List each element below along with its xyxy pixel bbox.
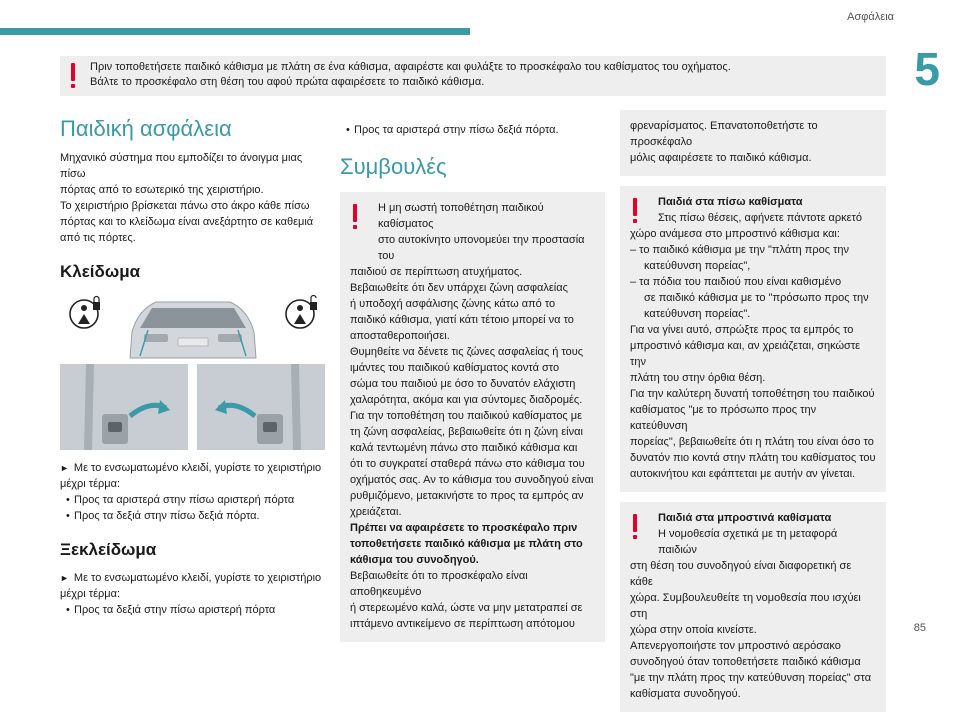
top-warning-box — [60, 56, 886, 96]
rear-line: Για την καλύτερη δυνατή τοποθέτηση του παιδικού — [630, 388, 875, 400]
advice-line: καλά τεντωμένη πάνω στο παιδικό κάθισμα και — [350, 442, 578, 454]
step-line: μέχρι τέρμα: — [60, 478, 121, 490]
step-text: Με το ενσωματωμένο κλειδί, γυρίστε το χειριστήριο — [73, 462, 322, 474]
door-lock-detail-left — [60, 364, 188, 450]
warning-exclamation-icon — [632, 514, 638, 540]
advice-box — [340, 192, 605, 642]
advice-line: σώμα του παιδιού με όσο το δυνατόν ελάχιστη — [350, 378, 576, 390]
advice-bold-line: κάθισμα του συνοδηγού. — [350, 554, 479, 566]
advice-bold-line: Πρέπει να αφαιρέσετε το προσκέφαλο πριν — [350, 522, 578, 534]
advice-line: παιδιού σε περίπτωση ατυχήματος. — [350, 266, 523, 278]
front-line: χώρα στην οποία κινείστε. — [630, 624, 757, 636]
rear-line: κατεύθυνση πορείας", — [644, 260, 751, 272]
lock-bullet: • Προς τα δεξιά στην πίσω δεξιά πόρτα. — [60, 508, 325, 524]
advice-line: ότι το συγκρατεί σταθερά πάνω στο κάθισμα του — [350, 458, 585, 470]
warning-exclamation-icon — [352, 204, 358, 230]
intro-line: από τις πόρτες. — [60, 232, 136, 244]
rear-line: καθίσματος "με το πρόσωπο προς την κατεύθυνση — [630, 404, 817, 432]
front-line: Η νομοθεσία σχετικά με τη μεταφορά παιδιών — [658, 528, 838, 556]
front-seats-box — [620, 502, 886, 712]
advice-line: Θυμηθείτε να δένετε τις ζώνες ασφαλείας ή τους — [350, 346, 584, 358]
lock-bullet: • Προς τα αριστερά στην πίσω αριστερή πόρτα — [60, 492, 325, 508]
rear-line: πορείας", βεβαιωθείτε ότι η πλάτη του είναι όσο το — [630, 436, 874, 448]
advice-line: ή υποδοχή ασφάλισης ζώνης κάτω από το — [350, 298, 556, 310]
header-accent-bar — [0, 28, 470, 35]
front-line: Απενεργοποιήστε τον μπροστινό αερόσακο — [630, 640, 841, 652]
continued-box — [620, 110, 886, 176]
rear-line: κατεύθυνση πορείας". — [644, 308, 751, 320]
advice-line: ή στερεωμένο καλά, ώστε να μην μετατραπεί σε — [350, 602, 583, 614]
advice-line: Βεβαιωθείτε ότι το προσκέφαλο είναι αποθηκευμένο — [350, 570, 528, 598]
unlock-heading: Ξεκλείδωμα — [60, 540, 157, 559]
child-lock-title: Παιδική ασφάλεια — [60, 116, 232, 141]
unlock-bullet: • Προς τα αριστερά στην πίσω δεξιά πόρτα. — [340, 122, 605, 138]
child-lock-icon — [70, 297, 100, 329]
step-line — [60, 570, 325, 586]
advice-line: Η μη σωστή τοποθέτηση παιδικού καθίσματος — [378, 202, 544, 230]
intro-line: πόρτας και το κλείδωμα είναι ανεξάρτητο σε καθεμιά — [60, 216, 314, 228]
column-2 — [340, 110, 605, 642]
advice-line: Για την τοποθέτηση του παιδικού καθίσματος με — [350, 410, 583, 422]
advice-line: ιμάντες του παιδικού καθίσματος κοντά στο — [350, 362, 560, 374]
advice-line: χρειάζεται. — [350, 506, 402, 518]
advice-line: στο αυτοκίνητο υπονομεύει την προστασία του — [378, 234, 585, 262]
intro-line: Το χειριστήριο βρίσκεται πάνω στο άκρο κάθε πίσω — [60, 200, 310, 212]
rear-line: δυνατόν πιο κοντά στην πλάτη του καθίσματος του — [630, 452, 876, 464]
rear-seats-box — [620, 186, 886, 492]
rear-line: πλάτη του στην όρθια θέση. — [630, 372, 766, 384]
front-line: καθίσματα συνοδηγού. — [630, 688, 741, 700]
advice-bold-line: τοποθετήσετε παιδικό κάθισμα με πλάτη στο — [350, 538, 583, 550]
advice-line: χαλαρότητα, ακόμα και για σύντομες διαδρομές. — [350, 394, 583, 406]
warning-exclamation-icon — [70, 63, 76, 89]
front-line: συνοδηγού όταν τοποθετήσετε παιδικό κάθισμα — [630, 656, 861, 668]
child-unlock-icon — [286, 296, 317, 329]
continued-line: φρεναρίσματος. Επανατοποθετήστε το προσκέφαλο — [630, 120, 818, 148]
play-arrow-icon: ► — [60, 573, 69, 583]
advice-title: Συμβουλές — [340, 154, 447, 179]
step-text: Με το ενσωματωμένο κλειδί, γυρίστε το χειριστήριο — [73, 572, 322, 584]
rear-line: σε παιδικό κάθισμα με το "πρόσωπο προς την — [644, 292, 869, 304]
rear-line: μπροστινό κάθισμα και, αν χρειάζεται, σηκώστε την — [630, 340, 861, 368]
warning-line-2: Βάλτε το προσκέφαλο στη θέση του αφού πρώτα αφαιρέσετε το παιδικό κάθισμα. — [90, 76, 485, 88]
step-line: μέχρι τέρμα: — [60, 588, 121, 600]
unlock-step — [60, 570, 325, 602]
front-line: στη θέση του συνοδηγού είναι διαφορετική σε κάθε — [630, 560, 852, 588]
rear-line: Για να γίνει αυτό, σπρώξτε προς τα εμπρός το — [630, 324, 854, 336]
advice-line: Βεβαιωθείτε ότι δεν υπάρχει ζώνη ασφαλείας — [350, 282, 568, 294]
chapter-number: 5 — [914, 43, 940, 95]
rear-line: αυτοκινήτου και εφάπτεται με αυτήν αν γίνεται. — [630, 468, 856, 480]
advice-line: παιδικό κάθισμα, γιατί κάτι τέτοιο μπορεί να το — [350, 314, 574, 326]
advice-line: οχήματός σας. Αν το κάθισμα του συνοδηγού είναι — [350, 474, 594, 486]
child-lock-figure — [60, 292, 325, 450]
unlock-bullet: • Προς τα δεξιά στην πίσω αριστερή πόρτα — [60, 602, 325, 618]
continued-line: μόλις αφαιρέσετε το παιδικό κάθισμα. — [630, 152, 812, 164]
front-line: "με την πλάτη προς την κατεύθυνση πορείας" στα — [630, 672, 872, 684]
step-line — [60, 460, 325, 476]
warning-line-1: Πριν τοποθετήσετε παιδικό κάθισμα με πλάτη σε ένα κάθισμα, αφαιρέστε και φυλάξτε το προσκέφαλο του καθίσματος του οχήματος. — [90, 61, 731, 73]
intro-line: Μηχανικό σύστημα που εμποδίζει το άνοιγμα μιας πίσω — [60, 152, 303, 180]
column-3 — [620, 110, 886, 712]
intro-line: πόρτας από το εσωτερικό της χειριστήριο. — [60, 184, 264, 196]
car-rear-image — [60, 292, 325, 360]
column-1 — [60, 110, 325, 618]
lock-heading: Κλείδωμα — [60, 262, 141, 281]
advice-line: ιπτάμενο αντικείμενο σε περίπτωση απότομου — [350, 618, 575, 630]
section-label: Ασφάλεια — [847, 11, 894, 23]
warning-exclamation-icon — [632, 198, 638, 224]
rear-line: – το παιδικό κάθισμα με την "πλάτη προς την — [630, 244, 850, 256]
rear-seats-title: Παιδιά στα πίσω καθίσματα — [658, 196, 803, 208]
child-lock-intro — [60, 150, 325, 246]
rear-line: Στις πίσω θέσεις, αφήνετε πάντοτε αρκετό — [658, 212, 863, 224]
door-lock-detail-right — [197, 364, 325, 450]
advice-line: ρυθμιζόμενο, μετακινήστε το προς τα εμπρός αν — [350, 490, 584, 502]
lock-step — [60, 460, 325, 492]
figure-top — [60, 292, 325, 360]
advice-line: αποσταθεροποιήσει. — [350, 330, 450, 342]
advice-line: τη ζώνη ασφαλείας, βεβαιωθείτε ότι η ζώνη είναι — [350, 426, 583, 438]
rear-line: – τα πόδια του παιδιού που είναι καθισμένο — [630, 276, 842, 288]
front-line: χώρα. Συμβουλευθείτε τη νομοθεσία που ισχύει στη — [630, 592, 861, 620]
play-arrow-icon: ► — [60, 463, 69, 473]
page-number: 85 — [913, 622, 926, 634]
rear-line: χώρο ανάμεσα στο μπροστινό κάθισμα και: — [630, 228, 840, 240]
front-seats-title: Παιδιά στα μπροστινά καθίσματα — [658, 512, 832, 524]
